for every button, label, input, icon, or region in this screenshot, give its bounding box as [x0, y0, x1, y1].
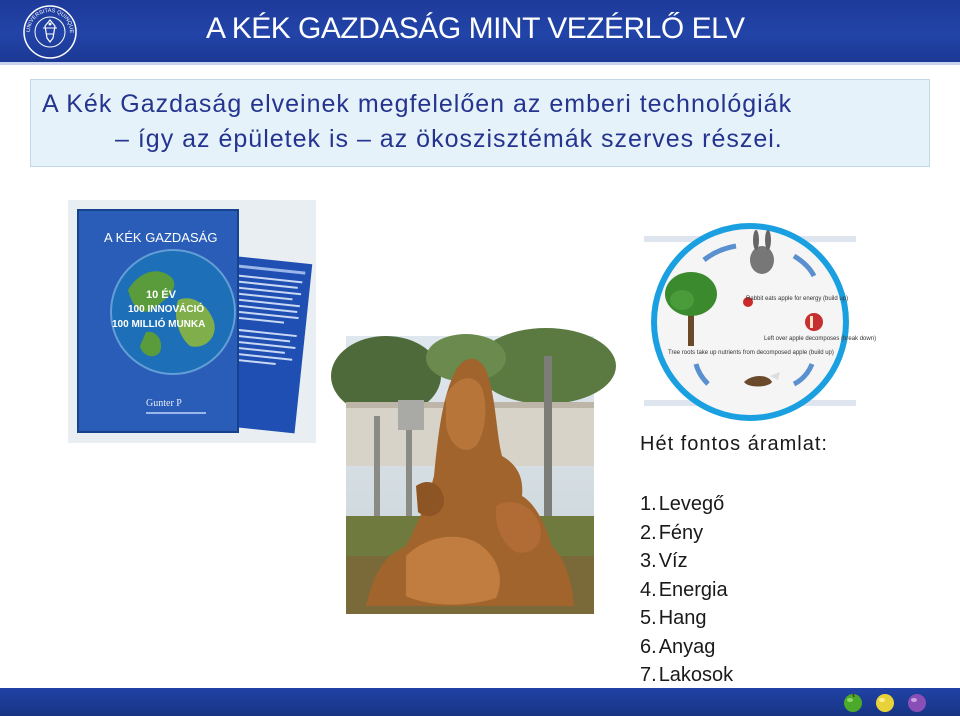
cycle-label-decompose: Left over apple decomposes (break down) — [764, 336, 877, 342]
flows-section — [640, 433, 828, 690]
list-item-label: Fény — [658, 521, 704, 544]
list-item — [640, 604, 828, 633]
list-item — [640, 576, 828, 605]
title-bar — [0, 0, 960, 62]
list-item-number: 7. — [640, 664, 657, 686]
termite-mound-image — [346, 336, 594, 614]
intro-box — [30, 79, 930, 167]
flows-list — [640, 490, 828, 690]
intro-line-2: – így az épületek is – az ökoszisztémák szerves részei. — [115, 125, 783, 153]
cycle-label-roots: Tree roots take up nutrients from decomposed apple (build up) — [668, 350, 834, 356]
list-item-number: 1. — [640, 493, 657, 515]
list-item-label: Víz — [658, 550, 688, 572]
list-item — [640, 633, 828, 662]
list-item — [640, 490, 828, 519]
list-item-label: Lakosok — [658, 664, 734, 686]
list-item — [640, 547, 828, 576]
book-author: Gunter P — [146, 398, 182, 409]
list-item-label: Anyag — [658, 635, 716, 658]
yellow-orb-icon — [874, 691, 896, 713]
nutrient-cycle-image — [644, 216, 877, 428]
blue-economy-book-image — [68, 200, 316, 443]
green-apple-icon — [842, 691, 864, 713]
list-item-label: Levegő — [658, 493, 725, 515]
slide-title: A KÉK GAZDASÁG MINT VEZÉRLŐ ELV — [206, 12, 745, 45]
list-item-label: Energia — [658, 578, 728, 601]
seal-text-top: UNIVERSITAS QUINQUE — [25, 7, 75, 34]
svg-text:Rabbit eats apple for energy ( — [746, 296, 848, 302]
book-cover-line-3: 100 MILLIÓ MUNKA — [112, 319, 206, 330]
list-item-number: 3. — [640, 550, 657, 572]
svg-text:Left over apple decomposes (br — [764, 336, 876, 342]
flows-title: Hét fontos áramlat: — [640, 433, 828, 455]
cycle-label-rabbit: Rabbit eats apple for energy (build up) — [746, 296, 849, 302]
list-item-number: 6. — [640, 635, 657, 658]
list-item-number: 4. — [640, 578, 657, 601]
svg-text:Tree roots take up nutrients f — [668, 350, 834, 356]
header-divider — [0, 62, 960, 65]
book-cover-title: A KÉK GAZDASÁG — [104, 230, 218, 245]
intro-line-1: A Kék Gazdaság elveinek megfelelően az emberi technológiák — [42, 90, 793, 118]
list-item — [640, 519, 828, 548]
university-seal-icon — [22, 4, 78, 60]
list-item-number: 2. — [640, 521, 657, 544]
list-item-number: 5. — [640, 607, 657, 629]
book-cover-line-2: 100 INNOVÁCIÓ — [128, 304, 205, 315]
purple-orb-icon — [906, 691, 928, 713]
svg-text:UNIVERSITAS QUINQUEECCLESIENSI — [22, 4, 74, 34]
footer-bar — [0, 688, 960, 716]
list-item — [640, 661, 828, 690]
book-cover-line-1: 10 ÉV — [146, 289, 176, 301]
list-item-label: Hang — [658, 607, 707, 629]
